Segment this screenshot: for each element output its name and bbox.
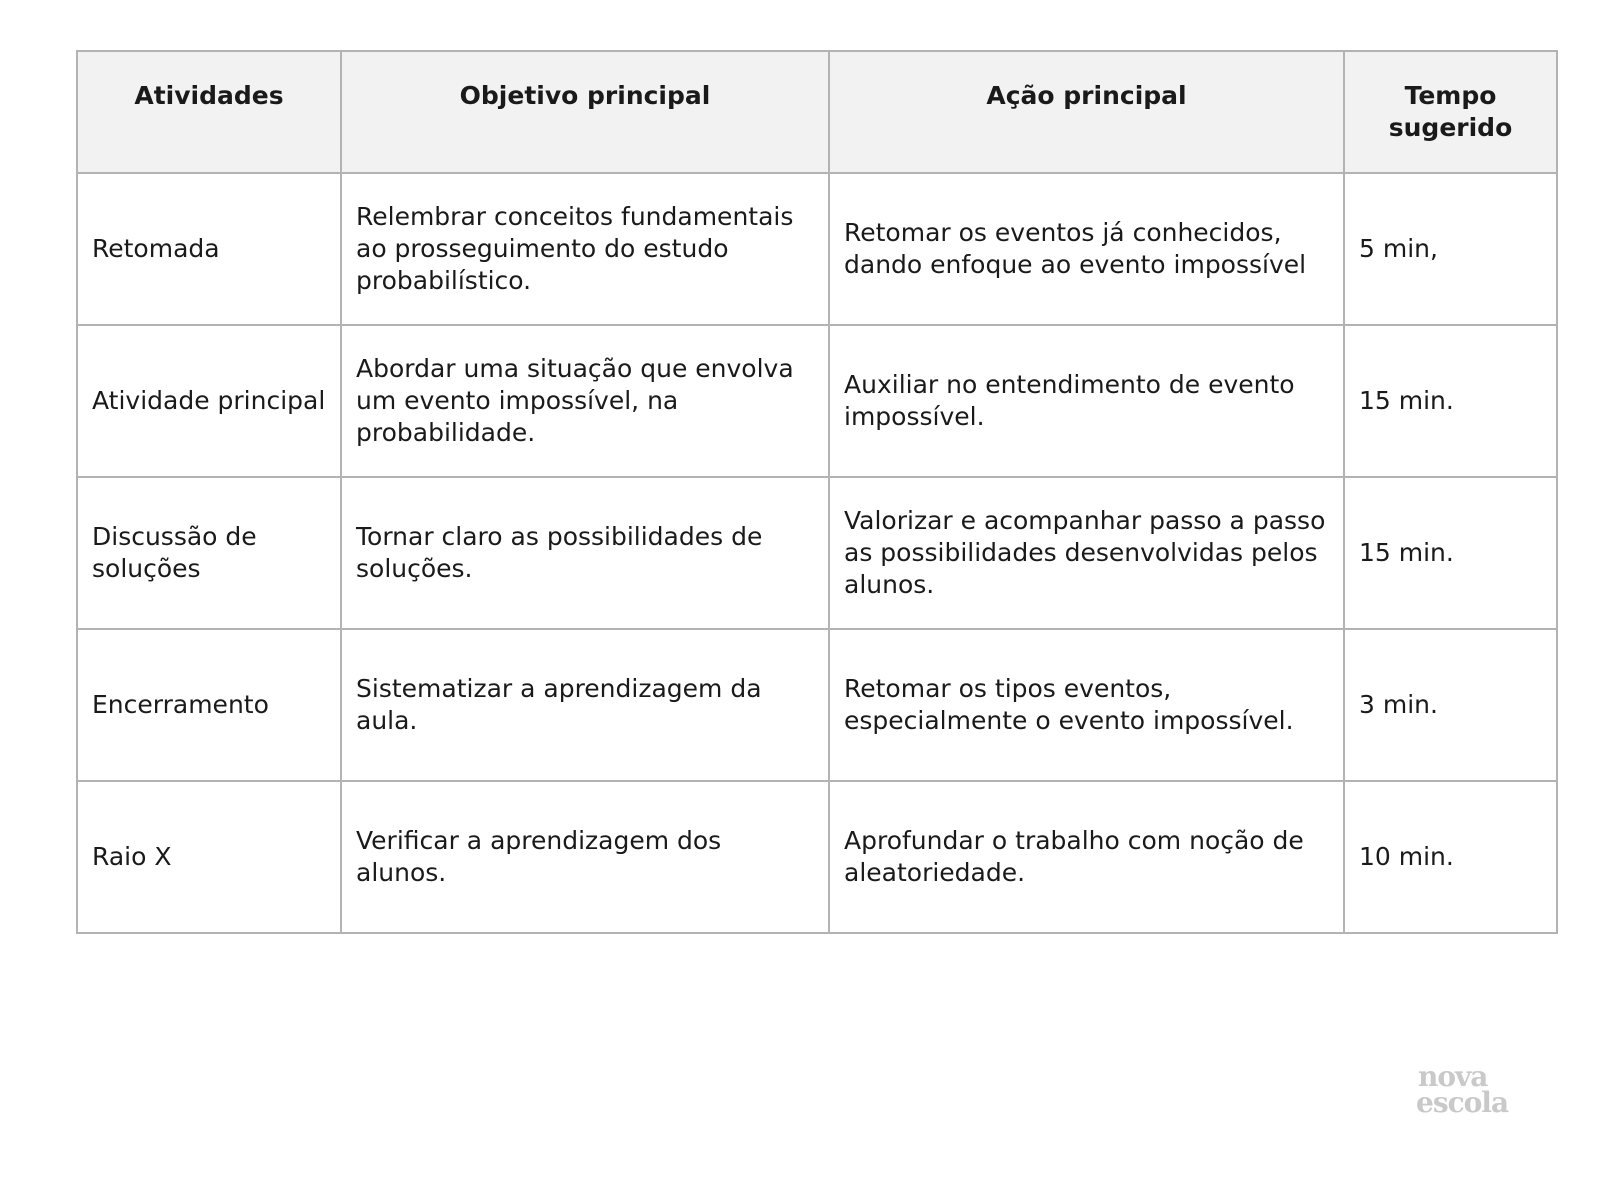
cell-objetivo: Sistematizar a aprendizagem da aula.: [341, 629, 829, 781]
cell-atividade: Retomada: [77, 173, 341, 325]
cell-acao: Auxiliar no entendimento de evento impossível.: [829, 325, 1344, 477]
cell-atividade: Discussão de soluções: [77, 477, 341, 629]
table-header: [77, 51, 1557, 173]
nova-escola-logo: [1416, 1060, 1509, 1119]
table-row: [77, 477, 1557, 629]
cell-tempo: 15 min.: [1344, 325, 1557, 477]
cell-objetivo: Relembrar conceitos fundamentais ao prosseguimento do estudo probabilístico.: [341, 173, 829, 325]
cell-tempo: 15 min.: [1344, 477, 1557, 629]
cell-acao: Valorizar e acompanhar passo a passo as possibilidades desenvolvidas pelos alunos.: [829, 477, 1344, 629]
header-objetivo-principal: Objetivo principal: [341, 51, 829, 173]
table-row: [77, 173, 1557, 325]
cell-tempo: 5 min,: [1344, 173, 1557, 325]
cell-objetivo: Abordar uma situação que envolva um evento impossível, na probabilidade.: [341, 325, 829, 477]
cell-atividade: Raio X: [77, 781, 341, 933]
table-body: [77, 173, 1557, 933]
lesson-plan-table: [76, 50, 1558, 934]
header-acao-principal: Ação principal: [829, 51, 1344, 173]
logo-line-nova: nova: [1418, 1060, 1488, 1093]
cell-objetivo: Tornar claro as possibilidades de soluções.: [341, 477, 829, 629]
table-row: [77, 781, 1557, 933]
cell-tempo: 10 min.: [1344, 781, 1557, 933]
table-row: [77, 325, 1557, 477]
header-atividades: Atividades: [77, 51, 341, 173]
table-row: [77, 629, 1557, 781]
cell-acao: Aprofundar o trabalho com noção de aleatoriedade.: [829, 781, 1344, 933]
cell-tempo: 3 min.: [1344, 629, 1557, 781]
header-tempo-sugerido: Tempo sugerido: [1344, 51, 1557, 173]
logo-line-escola: escola: [1416, 1086, 1509, 1119]
cell-atividade: Encerramento: [77, 629, 341, 781]
cell-atividade: Atividade principal: [77, 325, 341, 477]
cell-objetivo: Verificar a aprendizagem dos alunos.: [341, 781, 829, 933]
cell-acao: Retomar os tipos eventos, especialmente o evento impossível.: [829, 629, 1344, 781]
header-row: [77, 51, 1557, 173]
cell-acao: Retomar os eventos já conhecidos, dando enfoque ao evento impossível: [829, 173, 1344, 325]
